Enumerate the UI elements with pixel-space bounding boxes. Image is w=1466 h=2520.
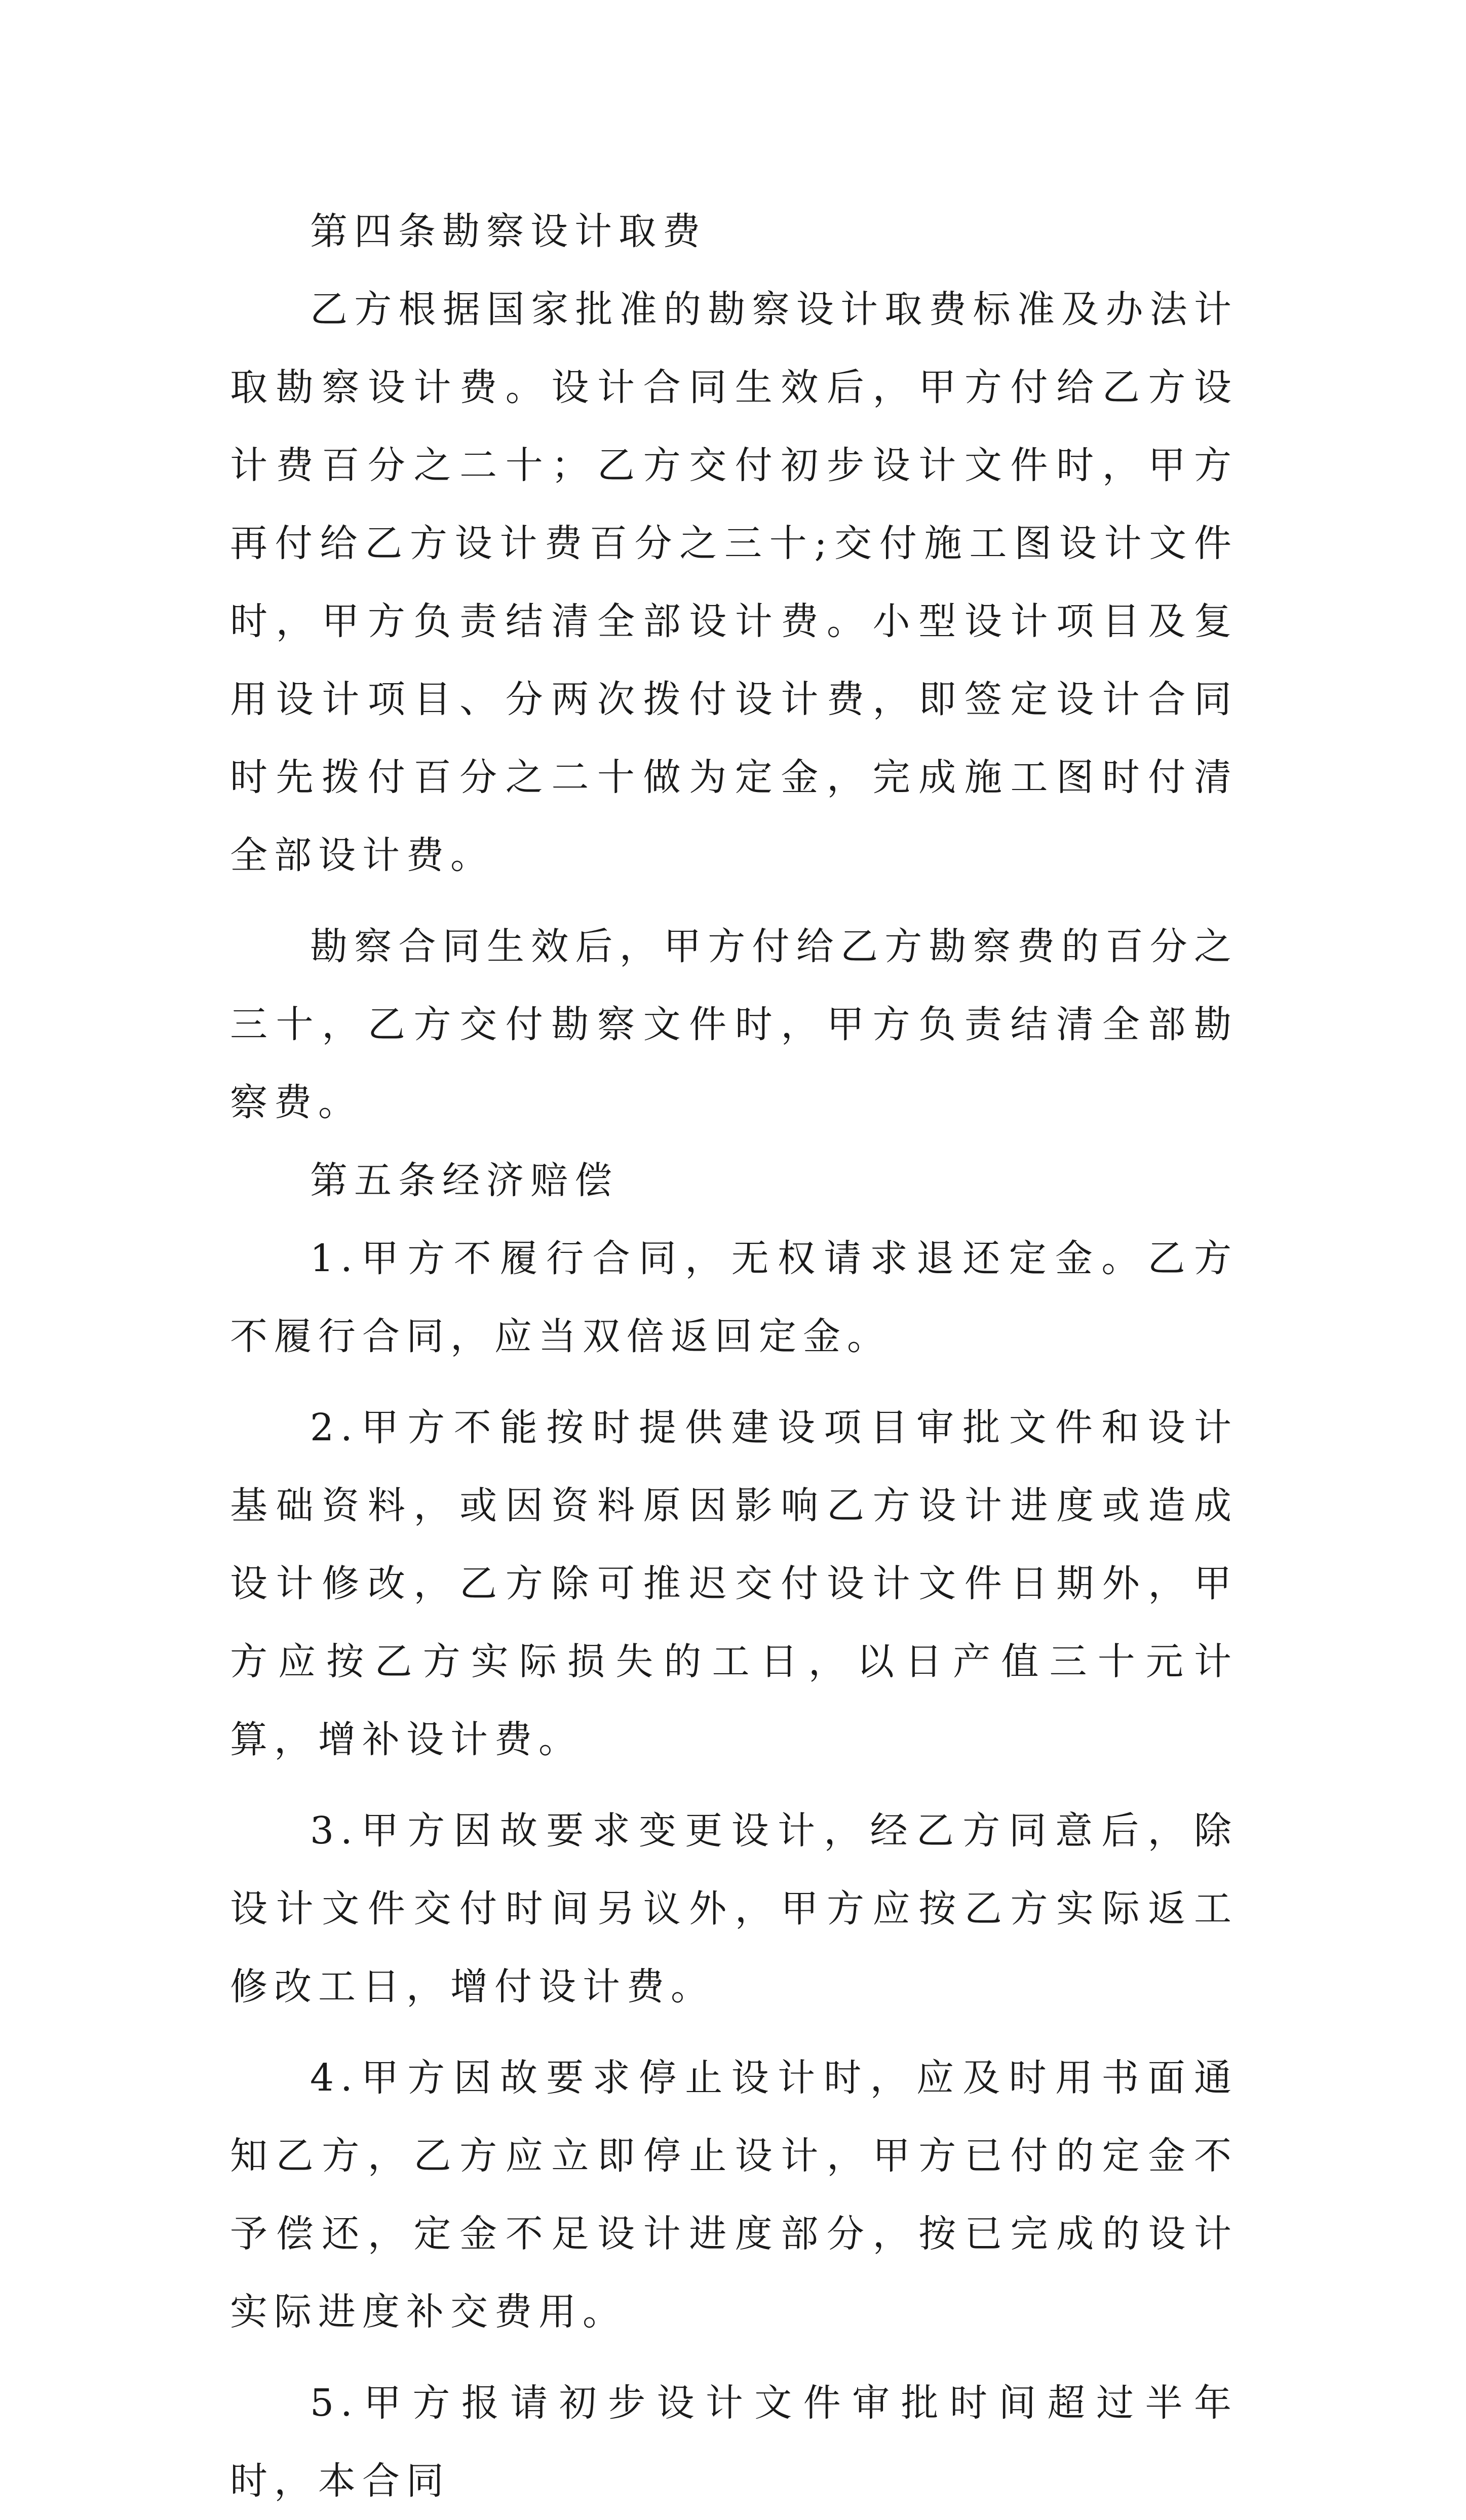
section-heading-article-4: 第四条勘察设计取费 xyxy=(310,210,707,253)
document-body xyxy=(230,192,1238,2520)
paragraph-compensation-2: 2.甲方不能按时提供建设项目审批文件和设计基础资料，或因资料原因影响乙方设计进度或造成设计修改，乙方除可推迟交付设计文件日期外，甲方应按乙方实际损失的工日，以日产值三十元计算，增补设计费。 xyxy=(230,1406,1238,1761)
paragraph-compensation-1: 1.甲方不履行合同，无权请求退还定金。乙方不履行合同，应当双倍返回定金。 xyxy=(230,1237,1238,1358)
paragraph-compensation-5: 5.甲方报请初步设计文件审批时间超过半年时，本合同 xyxy=(230,2381,1238,2503)
paragraph-compensation-4: 4.甲方因故要求停止设计时，应及时用书面通知乙方，乙方应立即停止设计，甲方已付的定金不予偿还，定金不足设计进度部分，按已完成的设计实际进度补交费用。 xyxy=(230,2056,1238,2334)
section-heading-article-5: 第五条经济赔偿 xyxy=(310,1159,619,1202)
paragraph-survey-fee: 勘察合同生效后，甲方付给乙方勘察费的百分之三十，乙方交付勘察文件时，甲方负责结清全部勘察费。 xyxy=(230,925,1238,1124)
paragraph-compensation-3: 3.甲方因故要求变更设计，经乙方同意后，除设计文件交付时间另议外，甲方应按乙方实际返工修改工日，增付设计费。 xyxy=(230,1809,1238,2009)
paragraph-design-fee: 乙方根据国家批准的勘察设计取费标准及办法计取勘察设计费。设计合同生效后，甲方付给乙方设计费百分之二十；乙方交付初步设计文件时，甲方再付给乙方设计费百分之三十;交付施工图设计文件时，甲方负责结清全部设计费。小型设计项目及复用设计项目、分两次拨付设计费，即签定设计合同时先拨付百分之二十做为定金，完成施工图时付清全部设计费。 xyxy=(230,288,1238,877)
